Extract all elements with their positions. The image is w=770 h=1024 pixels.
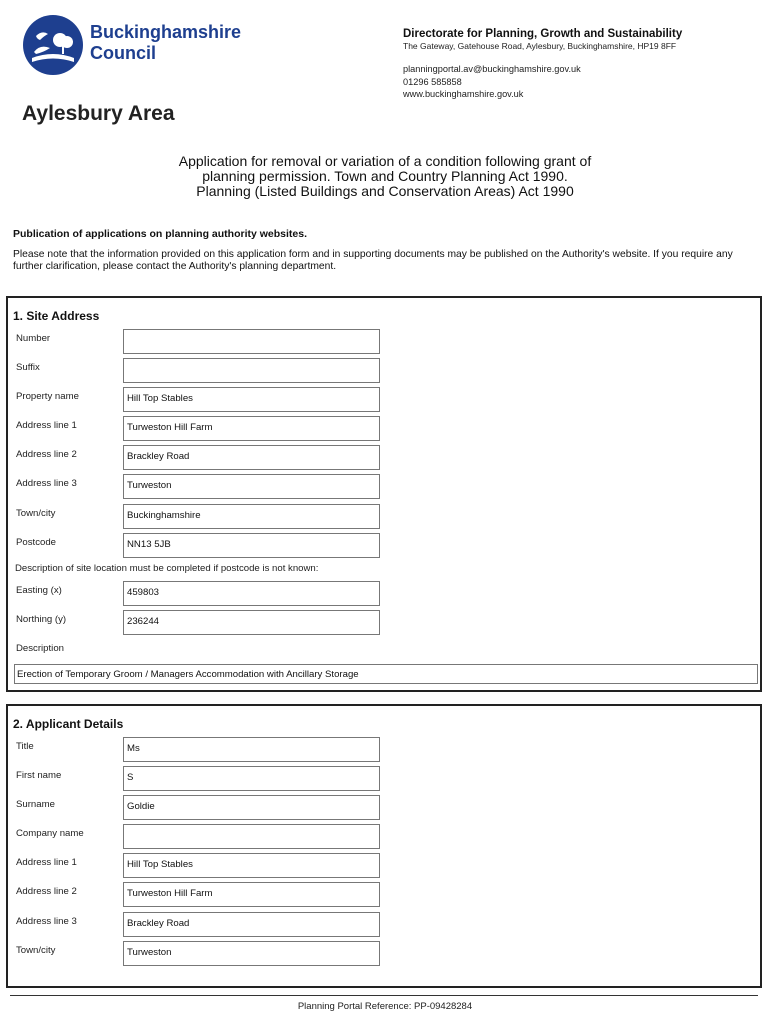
northing-field[interactable]: 236244 xyxy=(123,610,380,635)
publication-heading: Publication of applications on planning authority websites. xyxy=(13,228,308,240)
title-field[interactable]: Ms xyxy=(123,737,380,762)
swan-logo-icon xyxy=(22,14,84,76)
description-field[interactable]: Erection of Temporary Groom / Managers Accommodation with Ancillary Storage xyxy=(14,664,758,684)
suffix-field[interactable] xyxy=(123,358,380,383)
town-city-field[interactable]: Buckinghamshire xyxy=(123,504,380,529)
site-address-section xyxy=(6,296,762,692)
council-logo xyxy=(22,14,84,76)
description-label: Description xyxy=(16,643,64,654)
field-label: Town/city xyxy=(16,508,56,519)
field-label: Company name xyxy=(16,828,84,839)
field-label: Address line 2 xyxy=(16,886,77,897)
form-title-line3: Planning (Listed Buildings and Conservation Areas) Act 1990 xyxy=(196,183,574,199)
address-line-3-field[interactable]: Brackley Road xyxy=(123,912,380,937)
portal-reference: Planning Portal Reference: PP-09428284 xyxy=(297,1001,473,1012)
field-label: Number xyxy=(16,333,51,344)
field-label: Title xyxy=(16,741,34,752)
form-title-line2: planning permission. Town and Country Planning Act 1990. xyxy=(202,168,568,184)
field-label: Surname xyxy=(16,799,55,810)
footer-divider xyxy=(10,995,758,996)
field-label: Easting (x) xyxy=(16,585,62,596)
directorate-block xyxy=(403,28,763,101)
field-label: Address line 1 xyxy=(16,857,77,868)
area-title: Aylesbury Area xyxy=(22,102,175,125)
council-name-line2: Council xyxy=(90,43,156,63)
address-line-2-field[interactable]: Brackley Road xyxy=(123,445,380,470)
section-title: 1. Site Address xyxy=(13,309,100,323)
number-field[interactable] xyxy=(123,329,380,354)
directorate-title: Directorate for Planning, Growth and Sustainability xyxy=(403,28,683,40)
contact-details xyxy=(403,63,763,101)
form-title-line1: Application for removal or variation of a condition following grant of xyxy=(178,153,592,169)
town-city-field[interactable]: Turweston xyxy=(123,941,380,966)
council-name-line1: Buckinghamshire xyxy=(90,22,242,42)
surname-field[interactable]: Goldie xyxy=(123,795,380,820)
council-name xyxy=(90,22,241,64)
field-label: Address line 2 xyxy=(16,449,77,460)
directorate-address: The Gateway, Gatehouse Road, Aylesbury, Buckinghamshire, HP19 8FF xyxy=(403,41,677,51)
field-label: Address line 1 xyxy=(16,420,77,431)
form-title xyxy=(0,154,770,199)
field-label: Property name xyxy=(16,391,79,402)
field-label: Postcode xyxy=(16,537,57,548)
address-line-1-field[interactable]: Turweston Hill Farm xyxy=(123,416,380,441)
field-label: Northing (y) xyxy=(16,614,67,625)
company-name-field[interactable] xyxy=(123,824,380,849)
field-label: Address line 3 xyxy=(16,478,77,489)
address-line-2-field[interactable]: Turweston Hill Farm xyxy=(123,882,380,907)
field-label: Suffix xyxy=(16,362,40,373)
postcode-field[interactable]: NN13 5JB xyxy=(123,533,380,558)
section-title: 2. Applicant Details xyxy=(13,717,124,731)
applicant-section xyxy=(6,704,762,988)
field-label: First name xyxy=(16,770,62,781)
field-label: Address line 3 xyxy=(16,916,77,927)
location-hint: Description of site location must be completed if postcode is not known: xyxy=(15,563,319,574)
contact-website[interactable]: www.buckinghamshire.gov.uk xyxy=(403,89,524,99)
address-line-1-field[interactable]: Hill Top Stables xyxy=(123,853,380,878)
address-line-3-field[interactable]: Turweston xyxy=(123,474,380,499)
first-name-field[interactable]: S xyxy=(123,766,380,791)
contact-email[interactable]: planningportal.av@buckinghamshire.gov.uk xyxy=(403,64,581,74)
easting-field[interactable]: 459803 xyxy=(123,581,380,606)
property-name-field[interactable]: Hill Top Stables xyxy=(123,387,380,412)
field-label: Town/city xyxy=(16,945,56,956)
contact-phone: 01296 585858 xyxy=(403,76,462,87)
publication-note: Please note that the information provided on this application form and in supporting documents may be published on the Authority's website. If you require any further clarification, please contact the Authority's planning department. xyxy=(13,249,733,272)
